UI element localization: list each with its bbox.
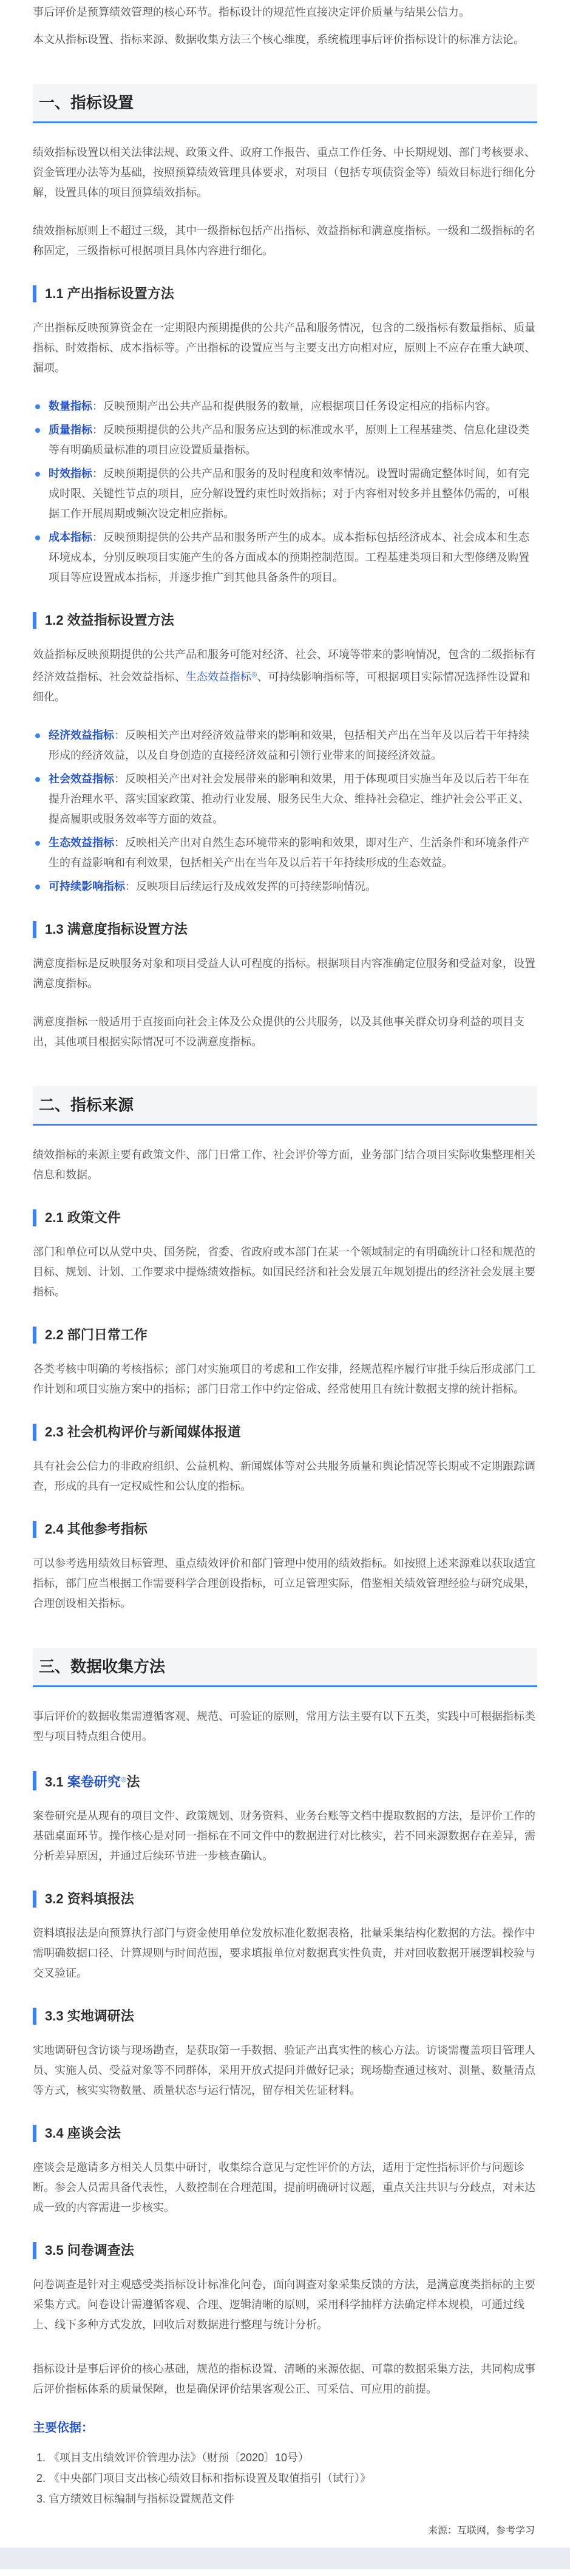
paragraph: 产出指标反映预算资金在一定期限内预期提供的公共产品和服务情况，包含的二级指标有数量指标、质量指标、时效指标、成本指标等。产出指标的设置应当与主要支出方向相对应，原则上不应存在重大缺项、漏项。 — [33, 322, 535, 374]
subheading-data-report: 3.2 资料填报法 — [33, 1891, 537, 1908]
reference-item: 2. 《中央部门项目支出核心绩效目标和指标设置及取值指引（试行）》 — [49, 2468, 537, 2489]
list-text: ：反映预期提供的公共产品和服务所产生的成本。成本指标包括经济成本、社会成本和生态环境成本，分别反映项目实施产生的各方面成本的预期控制范围。工程基建类项目和大型修缮及购置项目等应设置成本指标，并逐步推广到其他具备条件的项目。 — [49, 531, 529, 583]
link-marker-icon: ◎ — [120, 1776, 127, 1783]
list-item — [33, 396, 537, 416]
list-term: 质量指标 — [49, 424, 92, 436]
paragraph: 事后评价的数据收集需遵循客观、规范、可验证的原则，常用方法主要有以下五类，实践中可根据指标类型与项目特点组合使用。 — [33, 1710, 535, 1742]
file-research-link[interactable]: 案卷研究 — [67, 1774, 121, 1790]
subheading-daily-work: 2.2 部门日常工作 — [33, 1327, 537, 1344]
list-term: 经济效益指标 — [49, 729, 114, 741]
paragraph-text: 、可持续影响指标等，可根据项目实际情况选择性设置和细化。 — [33, 671, 531, 703]
ecological-benefit-link[interactable]: 生态效益指标 — [186, 671, 251, 683]
subheading-other: 2.4 其他参考指标 — [33, 1521, 537, 1538]
subheading-benefit: 1.2 效益指标设置方法 — [33, 612, 537, 629]
link-marker-icon: ◎ — [251, 671, 257, 678]
paragraph: 各类考核中明确的考核指标；部门对实施项目的考虑和工作安排，经规范程序履行审批手续后形成部门工作计划和项目实施方案中的指标；部门日常工作中约定俗成、经常使用且有统计数据支撑的统计指标。 — [33, 1363, 535, 1395]
list-text: ：反映项目后续运行及成效发挥的可持续影响情况。 — [125, 880, 376, 892]
list-item — [33, 726, 537, 766]
reference-item: 1. 《项目支出绩效评价管理办法》（财预〔2020〕10号） — [49, 2447, 537, 2468]
section-heading-data-collection: 三、数据收集方法 — [33, 1648, 537, 1687]
reference-list — [33, 2447, 537, 2509]
paragraph: 满意度指标一般适用于直接面向社会主体及公众提供的公共服务，以及其他事关群众切身利益的项目支出，其他项目根据实际情况可不设满意度指标。 — [33, 1016, 524, 1048]
paragraph: 绩效指标原则上不超过三级，其中一级指标包括产出指标、效益指标和满意度指标。一级和二级指标的名称固定，三级指标可根据项目具体内容进行细化。 — [33, 225, 535, 257]
subheading-file-research — [33, 1771, 537, 1790]
list-item — [33, 464, 537, 524]
list-text: ：反映预期产出公共产品和提供服务的数量，应根据项目任务设定相应的指标内容。 — [92, 400, 497, 412]
paragraph: 问卷调查是针对主观感受类指标设计标准化问卷，面向调查对象采集反馈的方法，是满意度类指标的主要采集方式。问卷设计需遵循客观、合理、逻辑清晰的原则，采用科学抽样方法确定样本规模，可通过线上、线下多种方式发放，回收后对数据进行整理与统计分析。 — [33, 2279, 535, 2331]
list-text: ：反映预期提供的公共产品和服务应达到的标准或水平，原则上工程基建类、信息化建设类等有明确质量标准的项目应设置质量指标。 — [49, 424, 529, 456]
paragraph: 绩效指标设置以相关法律法规、政策文件、政府工作报告、重点工作任务、中长期规划、部门考核要求、资金管理办法等为基础，按照预算绩效管理具体要求，对项目（包括专项债资金等）绩效目标进行细化分解，设置具体的项目预算绩效指标。 — [33, 146, 535, 199]
basis-title: 主要依据： — [33, 2421, 93, 2435]
list-item — [33, 833, 537, 873]
paragraph: 满意度指标是反映服务对象和项目受益人认可程度的指标。根据项目内容准确定位服务和受益对象，设置满意度指标。 — [33, 957, 535, 990]
paragraph: 案卷研究是从现有的项目文件、政策规划、财务资料、业务台账等文档中提取数据的方法，是评价工作的基础桌面环节。操作核心是对同一指标在不同文件中的数据进行对比核实，若不同来源数据存在差异，需分析差异原因，并通过后续环节进一步核查确认。 — [33, 1810, 535, 1863]
paragraph: 座谈会是邀请多方相关人员集中研讨，收集综合意见与定性评价的方法，适用于定性指标评价与问题诊断。参会人员需具备代表性，人数控制在合理范围，提前明确研讨议题，重点关注共识与分歧点，对未达成一致的内容需进一步核实。 — [33, 2161, 535, 2214]
subheading-symposium: 3.4 座谈会法 — [33, 2125, 537, 2142]
paragraph: 实地调研包含访谈与现场勘查，是获取第一手数据、验证产出真实性的核心方法。访谈需覆盖项目管理人员、实施人员、受益对象等不同群体，采用开放式提问并做好记录；现场勘查通过核对、测量、数量清点等方式，核实实物数量、质量状态与运行情况，留存相关佐证材料。 — [33, 2044, 535, 2097]
section-heading-indicator-source: 二、指标来源 — [33, 1086, 537, 1126]
list-term: 成本指标 — [49, 531, 92, 543]
paragraph: 部门和单位可以从党中央、国务院，省委、省政府或本部门在某一个领域制定的有明确统计口径和规范的目标、规划、计划、工作要求中提炼绩效指标。如国民经济和社会发展五年规划提出的经济社会发展主要指标。 — [33, 1246, 535, 1298]
paragraph-text: 效益指标反映预期提供的公共产品和服务可能对经济、社会、环境等带来的影响情况，包含的二级指标有经济效益指标、社会效益指标、 — [33, 648, 535, 683]
output-indicator-list — [33, 396, 537, 588]
intro-partial: 事后评价是预算绩效管理的核心环节。指标设计的规范性直接决定评价质量与结果公信力。 — [33, 6, 470, 18]
subheading-satisfaction: 1.3 满意度指标设置方法 — [33, 921, 537, 938]
heading-text: 3.1 — [45, 1774, 67, 1790]
paragraph — [33, 645, 537, 707]
list-term: 数量指标 — [49, 400, 92, 412]
list-text: ：反映相关产出对经济效益带来的影响和效果，包括相关产出在当年及以后若干年持续形成的经济效益，以及自身创造的直接经济效益和引领行业带来的间接经济效益。 — [49, 729, 529, 761]
list-term: 生态效益指标 — [49, 837, 114, 849]
subheading-field-research: 3.3 实地调研法 — [33, 2008, 537, 2025]
source-note: 来源：互联网，参考学习 — [427, 2526, 535, 2537]
list-text: ：反映相关产出对社会发展带来的影响和效果，用于体现项目实施当年及以后若干年在提升治理水平、落实国家政策、推动行业发展、服务民生大众、维持社会稳定、维护社会公平正义、提高履职或服务效率等方面的效益。 — [49, 773, 529, 825]
heading-text: 法 — [126, 1774, 140, 1790]
paragraph: 具有社会公信力的非政府组织、公益机构、新闻媒体等对公共服务质量和舆论情况等长期或不定期跟踪调查，形成的具有一定权威性和公认度的指标。 — [33, 1460, 535, 1492]
list-text: ：反映相关产出对自然生态环境带来的影响和效果，即对生产、生活条件和环境条件产生的有益影响和有利效果，包括相关产出在当年及以后若干年持续形成的生态效益。 — [49, 837, 529, 869]
conclusion: 指标设计是事后评价的核心基础，规范的指标设置、清晰的来源依据、可靠的数据采集方法，共同构成事后评价指标体系的质量保障，也是确保评价结果客观公正、可采信、可应用的前提。 — [33, 2363, 535, 2396]
intro-summary: 本文从指标设置、指标来源、数据收集方法三个核心维度，系统梳理事后评价指标设计的标准方法论。 — [33, 33, 524, 46]
reference-item: 3. 官方绩效目标编制与指标设置规范文件 — [49, 2489, 537, 2509]
paragraph: 资料填报法是向预算执行部门与资金使用单位发放标准化数据表格，批量采集结构化数据的方法。操作中需明确数据口径、计算规则与时间范围，要求填报单位对数据真实性负责，并对回收数据开展逻辑校验与交叉验证。 — [33, 1927, 535, 1980]
list-term: 社会效益指标 — [49, 773, 114, 785]
footer-bar — [0, 2547, 570, 2569]
list-text: ：反映预期提供的公共产品和服务的及时程度和效率情况。设置时需确定整体时间，如有完成时限、关键性节点的项目，应分解设置约束性时效指标；对于内容相对较多并且整体仍需的，可根据工作开展周期或频次设定相应指标。 — [49, 467, 529, 520]
list-term: 可持续影响指标 — [49, 880, 125, 892]
subheading-questionnaire: 3.5 问卷调查法 — [33, 2242, 537, 2259]
benefit-indicator-list — [33, 726, 537, 897]
subheading-policy: 2.1 政策文件 — [33, 1209, 537, 1226]
list-item — [33, 769, 537, 829]
subheading-output: 1.1 产出指标设置方法 — [33, 285, 537, 302]
list-item — [33, 877, 537, 897]
paragraph: 可以参考选用绩效目标管理、重点绩效评价和部门管理中使用的绩效指标。如按照上述来源难以获取适宜指标，部门应当根据工作需要科学合理创设指标，可立足管理实际，借鉴相关绩效管理经验与研究成果，合理创设相关指标。 — [33, 1557, 535, 1609]
list-item — [33, 528, 537, 588]
subheading-social-evaluation: 2.3 社会机构评价与新闻媒体报道 — [33, 1424, 537, 1441]
list-item — [33, 420, 537, 460]
section-heading-indicator-setting: 一、指标设置 — [33, 84, 537, 123]
paragraph: 绩效指标的来源主要有政策文件、部门日常工作、社会评价等方面，业务部门结合项目实际收集整理相关信息和数据。 — [33, 1149, 535, 1181]
list-term: 时效指标 — [49, 467, 92, 480]
